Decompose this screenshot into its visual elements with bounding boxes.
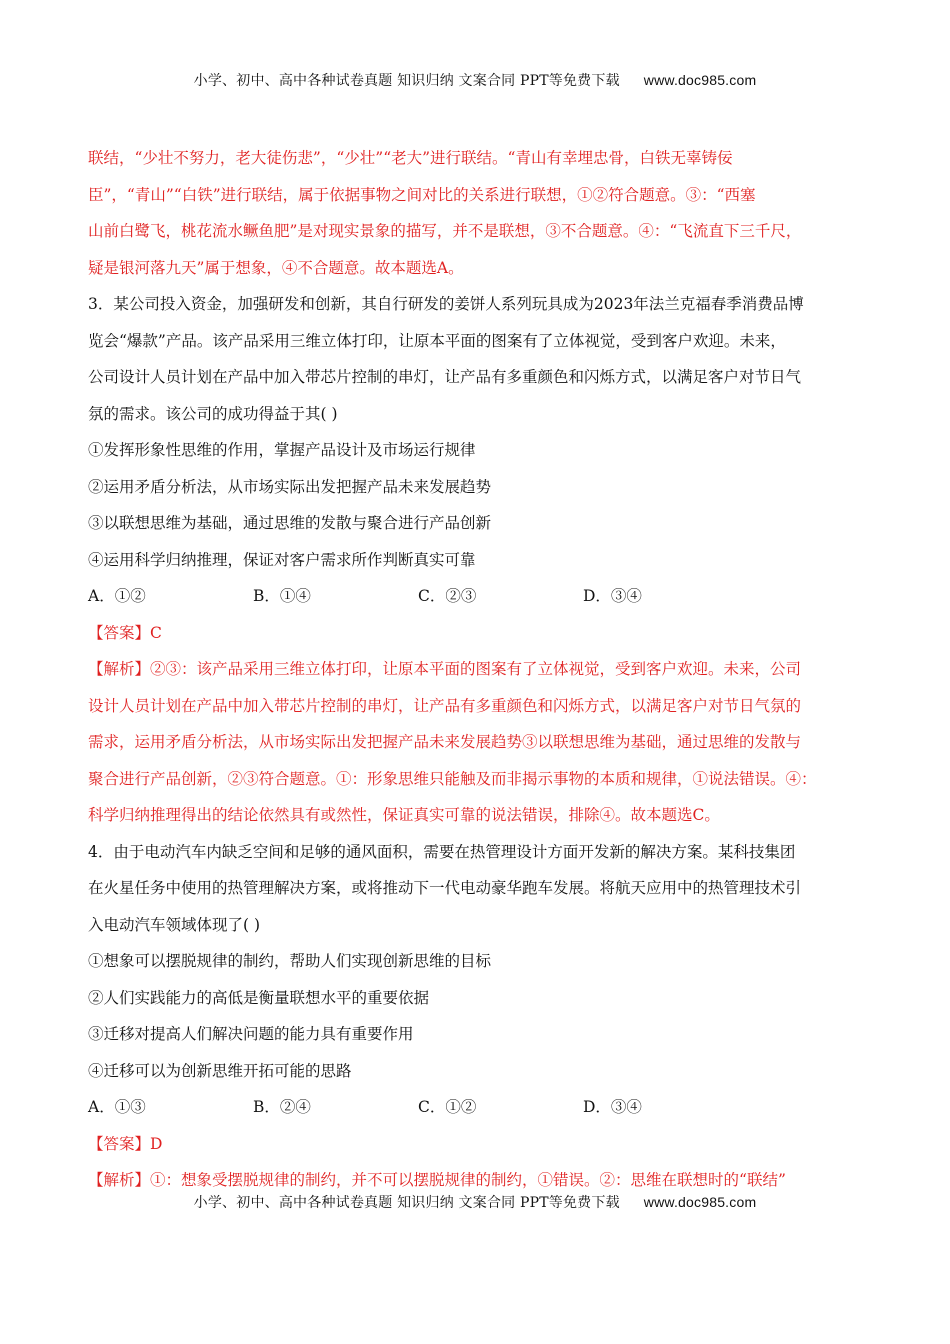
question-stem: 入电动汽车领域体现了( ) <box>88 915 261 934</box>
analysis-line <box>88 651 870 688</box>
answer-label: 【答案】 <box>88 1134 151 1153</box>
text-line: 联结，“少壮不努力，老大徒伤悲”，“少壮”“老大”进行联结。“青山有幸埋忠骨，白铁无辜铸佞 <box>88 149 733 167</box>
choice-item: ②人们实践能力的高低是衡量联想水平的重要依据 <box>88 988 430 1007</box>
header-text: 小学、初中、高中各种试卷真题 知识归纳 文案合同 PPT等免费下载 <box>193 73 620 89</box>
analysis-text: ②③：该产品采用三维立体打印，让原本平面的图案有了立体视觉，受到客户欢迎。未来，公司 <box>150 660 802 678</box>
question-stem: 4．由于电动汽车内缺乏空间和足够的通风面积，需要在热管理设计方面开发新的解决方案。某科技集团 <box>88 842 796 861</box>
answer-options <box>88 1089 870 1126</box>
analysis-text: ①：想象受摆脱规律的制约，并不可以摆脱规律的制约，①错误。②：思维在联想时的“联结” <box>150 1171 786 1189</box>
option-b: B．②④ <box>253 1098 311 1116</box>
previous-analysis <box>88 140 870 286</box>
option-b: B．①④ <box>253 587 311 605</box>
question-stem: 览会“爆款”产品。该产品采用三维立体打印，让原本平面的图案有了立体视觉，受到客户欢迎。未来， <box>88 331 786 350</box>
document-body <box>88 140 870 1199</box>
header-site: www.doc985.com <box>643 72 757 88</box>
answer-label: 【答案】 <box>88 623 151 642</box>
option-d: D．③④ <box>583 587 642 605</box>
choice-item: ①发挥形象性思维的作用，掌握产品设计及市场运行规律 <box>88 441 476 459</box>
text-line: 山前白鹭飞，桃花流水鳜鱼肥”是对现实景象的描写，并不是联想，③不合题意。④：“飞流直下三千尺， <box>88 222 802 240</box>
question-3 <box>88 286 870 834</box>
option-a: A．①② <box>88 587 146 605</box>
choice-item: ④运用科学归纳推理，保证对客户需求所作判断真实可靠 <box>88 550 476 569</box>
choice-item: ③以联想思维为基础，通过思维的发散与聚合进行产品创新 <box>88 514 492 532</box>
question-stem: 3．某公司投入资金，加强研发和创新，其自行研发的姜饼人系列玩具成为2023年法兰克福春季消费品博 <box>88 295 804 313</box>
question-stem: 公司设计人员计划在产品中加入带芯片控制的串灯，让产品有多重颜色和闪烁方式，以满足客户对节日气 <box>88 368 802 386</box>
question-stem: 在火星任务中使用的热管理解决方案，或将推动下一代电动豪华跑车发展。将航天应用中的热管理技术引 <box>88 879 802 897</box>
question-4 <box>88 834 870 1199</box>
analysis-line: 科学归纳推理得出的结论依然具有或然性，保证真实可靠的说法错误，排除④。故本题选C。 <box>88 806 720 824</box>
answer-line <box>88 615 870 652</box>
analysis <box>88 651 870 834</box>
analysis-label: 【解析】 <box>88 1171 151 1189</box>
analysis-line: 设计人员计划在产品中加入带芯片控制的串灯，让产品有多重颜色和闪烁方式，以满足客户对节日气氛的 <box>88 696 802 715</box>
page-header <box>0 70 950 90</box>
answer-value: D <box>150 1134 163 1153</box>
analysis-label: 【解析】 <box>88 660 151 678</box>
option-a: A．①③ <box>88 1098 146 1116</box>
answer-value: C <box>150 623 162 642</box>
text-line: 疑是银河落九天”属于想象，④不合题意。故本题选A。 <box>88 258 464 277</box>
footer-site: www.doc985.com <box>643 1194 757 1210</box>
choice-item: ③迁移对提高人们解决问题的能力具有重要作用 <box>88 1025 414 1043</box>
choice-item: ①想象可以摆脱规律的制约，帮助人们实现创新思维的目标 <box>88 952 492 970</box>
analysis-line: 聚合进行产品创新，②③符合题意。①：形象思维只能触及而非揭示事物的本质和规律，①说法错误。④： <box>88 769 817 788</box>
option-d: D．③④ <box>583 1098 642 1116</box>
choice-item: ②运用矛盾分析法，从市场实际出发把握产品未来发展趋势 <box>88 477 492 496</box>
answer-line <box>88 1126 870 1163</box>
footer-text: 小学、初中、高中各种试卷真题 知识归纳 文案合同 PPT等免费下载 <box>193 1195 620 1211</box>
question-stem: 氛的需求。该公司的成功得益于其( ) <box>88 404 338 423</box>
choice-item: ④迁移可以为创新思维开拓可能的思路 <box>88 1061 352 1080</box>
text-line: 臣”，“青山”“白铁”进行联结，属于依据事物之间对比的关系进行联想，①②符合题意。③：“西塞 <box>88 185 756 204</box>
option-c: C．②③ <box>418 587 477 605</box>
option-c: C．①② <box>418 1098 477 1116</box>
page-footer <box>0 1192 950 1212</box>
analysis-line: 需求，运用矛盾分析法，从市场实际出发把握产品未来发展趋势③以联想思维为基础，通过思维的发散与 <box>88 733 802 751</box>
answer-options <box>88 578 870 615</box>
